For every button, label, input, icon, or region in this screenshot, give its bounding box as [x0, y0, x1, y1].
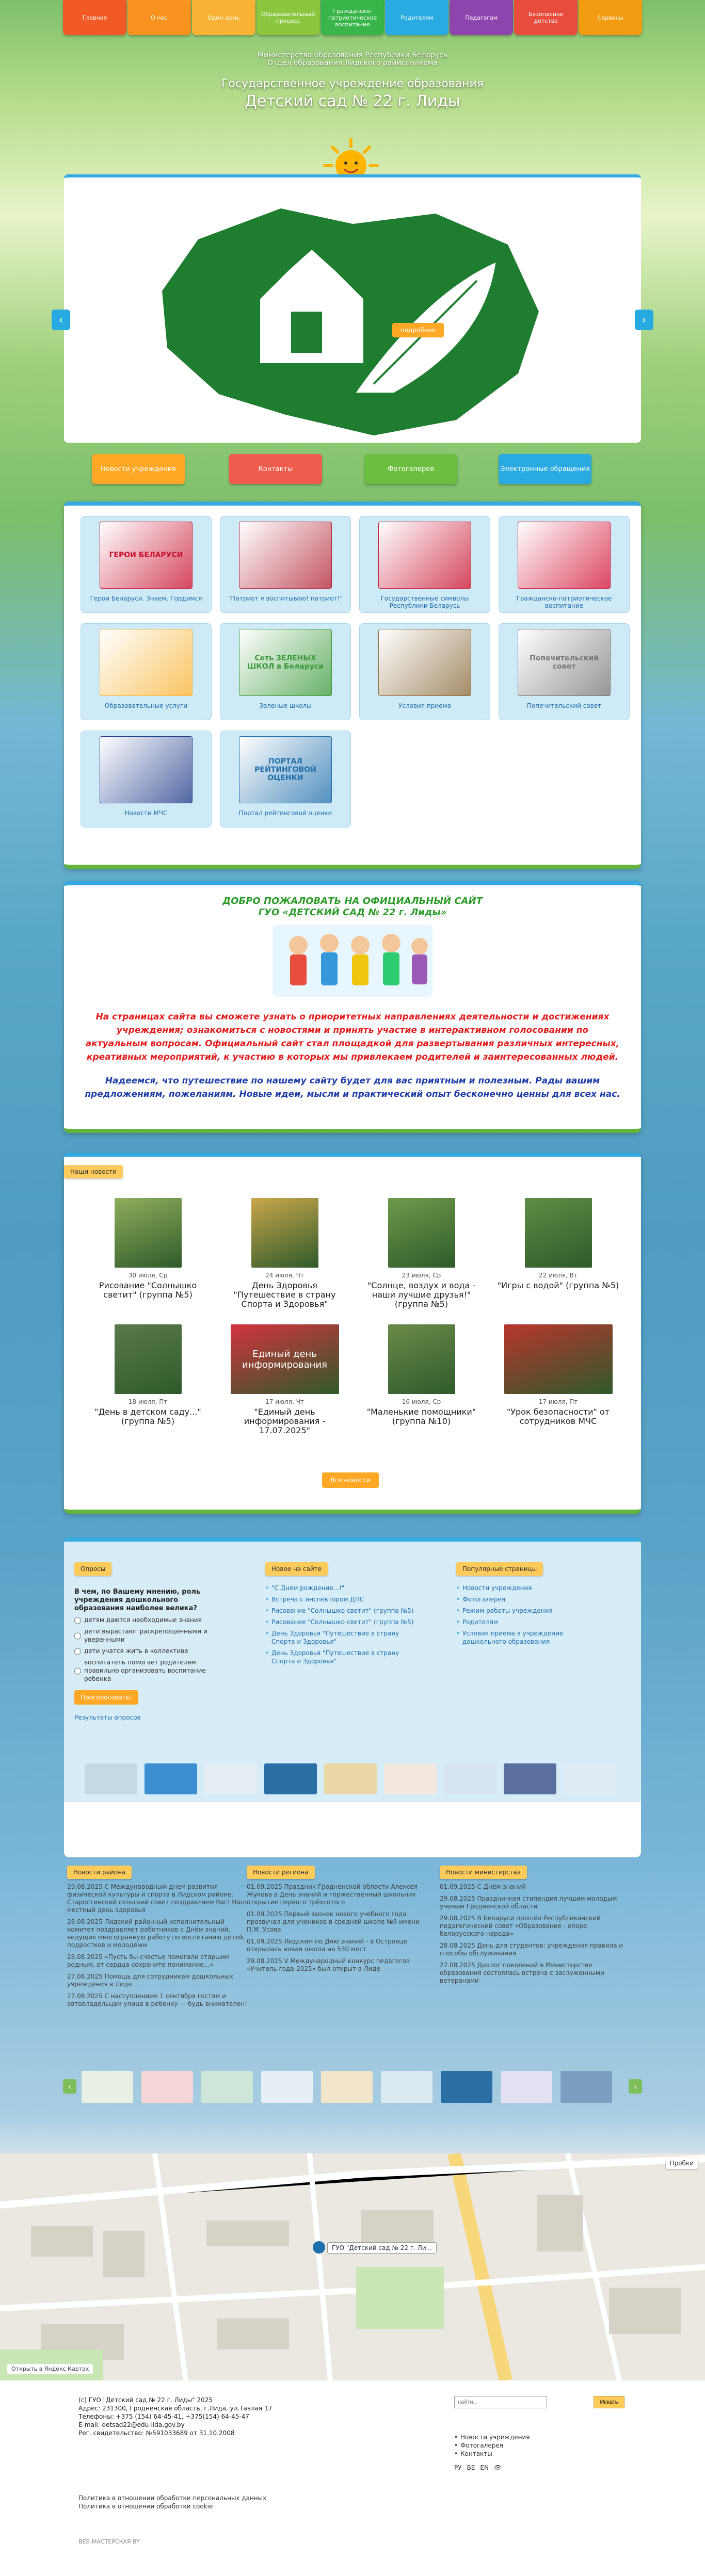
tab-4[interactable]: Электронные обращения — [499, 454, 591, 484]
header-subtitle — [0, 52, 705, 67]
partner-banner[interactable] — [560, 2071, 612, 2103]
news-row[interactable]: 29.08.2025 V Международный конкурс педагогов «Учитель года-2025» был открыт в Лиде — [247, 1957, 410, 1972]
webmaster-credit[interactable]: ВЕБ-МАСТЕРСКАЯ BY — [78, 2538, 140, 2545]
new-on-site-column — [265, 1562, 415, 1668]
tab-3[interactable]: Фотогалерея — [364, 454, 457, 484]
oblast-news-label: Новости региона — [247, 1866, 315, 1879]
footer-link[interactable]: • Фотогалерея — [454, 2441, 630, 2450]
news-image[interactable] — [388, 1324, 455, 1394]
news-date: 22 июля, Вт — [539, 1272, 578, 1279]
hero-slider — [64, 174, 641, 443]
new-on-site-link[interactable]: • "С Днем рождения...!" — [265, 1584, 415, 1592]
news-row[interactable]: 01.09.2025 Лидским по Дню знаний - в Островце открылась новая школа на 530 мест — [247, 1938, 407, 1953]
slider-next-button[interactable]: › — [635, 310, 653, 330]
card-label: Государственные символы Республики Беларусь — [380, 595, 469, 609]
region-news-label: Новости района — [67, 1866, 132, 1879]
news-item[interactable] — [216, 1198, 353, 1309]
footer-links — [454, 2433, 630, 2458]
site-title — [0, 75, 705, 110]
new-on-site-list — [265, 1584, 415, 1665]
link-card[interactable] — [81, 623, 212, 720]
news-title[interactable]: "День в детском саду..." (группа №5) — [94, 1407, 201, 1426]
link-card[interactable] — [220, 623, 351, 720]
welcome-text-red: На страницах сайта вы сможете узнать о приоритетных направлениях деятельности и достижениях учреждения; ознакомиться с новостями и принять участие в интерактивном голосовании по актуальным вопросам. Официальный сайт стал площадкой для развертывания различных интересных, креативных мероприятий, к участию в которых мы привлекаем родителей и заинтересованных людей. — [85, 1012, 620, 1062]
partner-banner[interactable] — [381, 2071, 432, 2103]
card-image-text: Сеть ЗЕЛЕНЫХ ШКОЛ в Беларуси — [247, 654, 324, 671]
quick-tabs — [0, 454, 705, 485]
nav-item[interactable]: Педагогам — [450, 0, 513, 35]
news-item[interactable] — [490, 1198, 627, 1309]
card-label: Условия приема — [398, 702, 451, 709]
card-label: Портал рейтинговой оценки — [238, 809, 332, 817]
popular-column — [456, 1562, 606, 1649]
tab-1[interactable]: Новости учреждения — [92, 454, 185, 484]
card-label: Герои Беларуси. Знаем. Гордимся — [90, 595, 202, 602]
welcome-text-blue: Надеемся, что путешествие по нашему сайту будет для вас приятным и полезным. Рады вашим предложениям, пожеланиям. Новые идеи, мысли и практический опыт бесконечно ценны для всех нас. — [85, 1076, 620, 1099]
partners-next-button[interactable]: › — [629, 2079, 642, 2094]
link-card[interactable] — [81, 731, 212, 828]
news-image[interactable] — [388, 1198, 455, 1268]
all-news-button[interactable]: Все новости — [322, 1472, 379, 1488]
news-title[interactable]: "Солнце, воздух и вода - наши лучшие друзья!" (группа №5) — [367, 1281, 476, 1309]
news-row[interactable]: 28.08.2025 Лидский районный исполнительный комитет поздравляет работников с Днём знаний, ведущих многогранную работу по воспитанию детей, подростков и молодёжи — [67, 1918, 245, 1949]
news-image[interactable] — [231, 1324, 339, 1394]
tab-2[interactable]: Контакты — [229, 454, 322, 484]
card-label: Зеленые школы — [259, 702, 312, 709]
news-row[interactable]: 27.08.2025 Диалог поколений в Министерстве образования состоялась встреча с заслуженными ветеранами — [440, 1962, 604, 1984]
popular-link[interactable]: • Условия приема в учреждение дошкольного образования — [456, 1629, 606, 1646]
new-on-site-link[interactable]: • День Здоровья "Путешествие в страну Спорта и Здоровья" — [265, 1649, 415, 1665]
banners-row — [85, 1763, 616, 1794]
news-date: 24 июля, Чт — [265, 1272, 304, 1279]
yandex-map[interactable] — [0, 2153, 705, 2380]
partners-carousel — [61, 2069, 643, 2105]
partner-banner[interactable] — [261, 2071, 313, 2103]
news-image[interactable] — [251, 1198, 318, 1268]
info-top — [64, 1542, 641, 1802]
news-title[interactable]: День Здоровья "Путешествие в страну Спорта и Здоровья" — [233, 1281, 336, 1309]
nav-item[interactable]: Гражданско-патриотическое воспитание — [321, 0, 384, 35]
traffic-button[interactable]: Пробки — [666, 2158, 698, 2169]
news-title[interactable]: Рисование "Солнышко светит" (группа №5) — [99, 1281, 197, 1300]
card-image — [239, 629, 332, 696]
card-image — [378, 522, 471, 589]
card-image — [239, 736, 332, 803]
region-news-rows — [67, 1883, 253, 2008]
card-image-text: Попечительский совет — [529, 654, 599, 671]
poll-radio[interactable] — [74, 1628, 81, 1644]
poll-radio[interactable] — [74, 1659, 81, 1683]
poll-option[interactable] — [74, 1658, 224, 1683]
nav-item[interactable]: Безопасное детство — [514, 0, 578, 35]
poll-option-label: дети учатся жить в коллективе — [84, 1647, 188, 1655]
ministry-news-label: Новости министерства — [440, 1866, 527, 1879]
link-card[interactable] — [220, 731, 351, 828]
card-image — [239, 522, 332, 589]
partner-banner[interactable] — [501, 2071, 552, 2103]
poll-option-label: дети вырастают раскрепощенными и уверенными — [84, 1628, 207, 1643]
news-date: 30 июля, Ср — [128, 1272, 168, 1279]
card-label: Новости МЧС — [124, 809, 168, 817]
banner[interactable] — [324, 1763, 377, 1794]
news-image[interactable] — [115, 1198, 182, 1268]
news-date: 17 июля, Пт — [538, 1398, 578, 1405]
partners-prev-button[interactable]: ‹ — [63, 2079, 76, 2094]
news-item[interactable] — [490, 1324, 627, 1435]
oblast-news — [247, 1866, 432, 1973]
poll-question: В чем, по Вашему мнению, роль учреждения дошкольного образования наиболее велика? — [74, 1588, 201, 1612]
news-panel — [64, 1153, 641, 1514]
region-news — [67, 1866, 253, 2008]
partner-banner[interactable] — [441, 2071, 492, 2103]
news-item[interactable] — [216, 1324, 353, 1435]
banner[interactable] — [145, 1763, 197, 1794]
new-on-site-link[interactable]: • Рисование "Солнышко светит" (группа №5) — [265, 1607, 415, 1615]
belarus-map-house-logo — [64, 177, 641, 443]
vote-button[interactable]: Проголосовать! — [74, 1690, 138, 1705]
new-on-site-link[interactable]: • Рисование "Солнышко светит" (группа №5) — [265, 1618, 415, 1626]
card-image — [518, 629, 611, 696]
poll-column — [74, 1562, 224, 1721]
new-on-site-link[interactable]: • Встреча с инспектором ДПС — [265, 1595, 415, 1603]
news-row[interactable]: 28.08.2025 «Пусть бы счастье помогали старшим родным, от сердца сохраните понимание...» — [67, 1953, 230, 1968]
partner-banner[interactable] — [201, 2071, 253, 2103]
cookie-policy-link[interactable]: Политика в отношении обработки cookie — [78, 2503, 213, 2510]
news-date: 23 июля, Ср — [402, 1272, 441, 1279]
partner-banner[interactable] — [82, 2071, 133, 2103]
news-item[interactable] — [79, 1324, 216, 1435]
link-card[interactable] — [499, 623, 630, 720]
poll-option[interactable] — [74, 1647, 224, 1655]
footer-link[interactable]: • Новости учреждения — [454, 2433, 630, 2441]
welcome-panel — [64, 881, 641, 1133]
poll-label: Опросы — [74, 1562, 111, 1576]
news-title[interactable]: "Единый день информирования - 17.07.2025" — [244, 1407, 326, 1435]
news-row[interactable]: 01.09.2025 С Днём знаний — [440, 1883, 526, 1890]
banner[interactable] — [504, 1763, 556, 1794]
news-item[interactable] — [353, 1198, 490, 1309]
search-input[interactable] — [454, 2396, 547, 2408]
header-department: Отдел образования Лидского райисполкома — [267, 59, 438, 67]
poll-radio[interactable] — [74, 1617, 81, 1624]
news-date: 17 июля, Чт — [265, 1398, 304, 1405]
slider-prev-button[interactable]: ‹ — [52, 310, 70, 330]
poll-option-label: воспитатель помогает родителям правильно организовать воспитание ребенка — [84, 1659, 206, 1682]
popular-label: Популярные страницы — [456, 1562, 543, 1576]
eye-icon[interactable]: 👁 — [493, 2464, 502, 2471]
language-option[interactable]: БЕ — [467, 2464, 475, 2471]
nav-item[interactable]: Родителям — [385, 0, 448, 35]
footer-email[interactable]: E-mail: detsad22@edu-lida.gov.by — [78, 2421, 185, 2428]
search-button[interactable]: Искать — [594, 2396, 624, 2408]
news-row[interactable]: 27.08.2025 Помощь для сотрудникам дошкольных учреждения в Лиде — [67, 1973, 233, 1988]
map-pin-label[interactable]: ГУО "Детский сад № 22 г. Ли... — [327, 2242, 437, 2254]
language-option[interactable]: РУ — [454, 2464, 462, 2471]
card-image — [100, 522, 193, 589]
site-title-prefix: Государственное учреждение образования — [221, 77, 484, 90]
footer-phones: Телефоны: +375 (154) 64-45-41, +375(154) 64-45-47 — [78, 2413, 250, 2420]
nav-item[interactable]: Один день — [192, 0, 255, 35]
map-canvas — [0, 2153, 705, 2380]
nav-item[interactable]: О нас — [127, 0, 191, 35]
news-row[interactable]: 01.09.2025 Праздник Гродненской области Алексея Жукова в День знаний и торжественный школьник открытие первого трёхсотого — [247, 1883, 418, 1906]
nav-item[interactable]: Сервисы — [579, 0, 642, 35]
link-card[interactable] — [359, 623, 490, 720]
banner[interactable] — [85, 1763, 137, 1794]
banner[interactable] — [384, 1763, 437, 1794]
language-option[interactable]: EN — [480, 2464, 489, 2471]
news-row[interactable]: 29.08.2025 Праздничная стипендия лучшим молодым ученым Гродненской области — [440, 1895, 617, 1910]
link-card[interactable] — [81, 516, 212, 613]
link-card[interactable] — [359, 516, 490, 613]
info-panel — [64, 1537, 641, 1857]
nav-item[interactable]: Главная — [63, 0, 126, 35]
footer-link[interactable]: • Контакты — [454, 2450, 630, 2458]
popular-list — [456, 1584, 606, 1646]
banner[interactable] — [264, 1763, 317, 1794]
card-label: "Патриот я воспитываю! патриот!" — [228, 595, 343, 602]
footer-copyright: (с) ГУО "Детский сад № 22 г. Лиды" 2025 — [78, 2396, 213, 2404]
news-image[interactable] — [525, 1198, 592, 1268]
poll-options — [74, 1616, 224, 1683]
policy-links — [78, 2494, 266, 2510]
banner[interactable] — [204, 1763, 257, 1794]
news-image[interactable] — [504, 1324, 613, 1394]
footer-registration: Рег. свидетельство: №591033689 от 31.10.2008 — [78, 2429, 235, 2437]
nav-item[interactable]: Образовательный процесс — [257, 0, 320, 35]
oblast-news-rows — [247, 1883, 432, 1973]
news-title[interactable]: "Игры с водой" (группа №5) — [497, 1281, 619, 1290]
news-item[interactable] — [79, 1198, 216, 1309]
welcome-heading: ДОБРО ПОЖАЛОВАТЬ НА ОФИЦИАЛЬНЫЙ САЙТ — [222, 896, 483, 906]
news-title[interactable]: "Маленькие помощники" (группа №10) — [366, 1407, 476, 1426]
news-row[interactable]: 29.08.2025 С Международным днем развития физической культуры и спорта в Лидском районе, Старостинский сельский совет поздравляем Вас! Наш местный день здоровья — [67, 1883, 246, 1914]
card-image-text: ГЕРОИ БЕЛАРУСИ — [109, 551, 183, 559]
popular-link[interactable]: • Новости учреждения — [456, 1584, 606, 1592]
kids-illustration — [273, 925, 432, 997]
new-on-site-label: Новое на сайте — [265, 1562, 328, 1576]
poll-option[interactable] — [74, 1616, 224, 1624]
news-item[interactable] — [353, 1324, 490, 1435]
card-image-text: ПОРТАЛ РЕЙТИНГОВОЙ ОЦЕНКИ — [254, 757, 316, 782]
banner[interactable] — [564, 1763, 616, 1794]
link-card[interactable] — [220, 516, 351, 613]
slider-more-button[interactable]: подробнее — [392, 323, 444, 337]
links-panel — [64, 501, 641, 869]
popular-link[interactable]: • Фотогалерея — [456, 1595, 606, 1603]
welcome-subheading: ГУО «ДЕТСКИЙ САД № 22 г. Лиды» — [258, 907, 447, 918]
news-grid — [79, 1198, 627, 1435]
poll-radio[interactable] — [74, 1648, 81, 1655]
card-label: Попечительский совет — [526, 702, 602, 709]
poll-option[interactable] — [74, 1627, 224, 1644]
ministry-news-rows — [440, 1883, 626, 1985]
card-image — [518, 522, 611, 589]
main-nav — [63, 0, 642, 35]
poll-results-link[interactable]: Результаты опросов — [74, 1714, 141, 1721]
card-image — [100, 736, 193, 803]
footer-contacts — [78, 2396, 272, 2437]
link-card[interactable] — [499, 516, 630, 613]
open-in-yandex-link[interactable]: Открыть в Яндекс Картах — [7, 2364, 93, 2374]
popular-link[interactable]: • Режим работы учреждения — [456, 1607, 606, 1615]
footer-right — [454, 2396, 630, 2471]
card-image — [378, 629, 471, 696]
news-row[interactable]: 27.08.2025 С наступлением 1 сентября гостям и автовладельцам улица в ребенку — будь внимателен! — [67, 1992, 247, 2007]
news-section-label: Наши новости — [64, 1165, 123, 1178]
news-image-text: Единый день информирования — [242, 1348, 327, 1370]
news-date: 18 июля, Пт — [128, 1398, 168, 1405]
ministry-news — [440, 1866, 626, 1985]
footer-address: Адрес: 231300, Гродненская область, г.Лида, ул.Тавлая 17 — [78, 2405, 273, 2412]
popular-link[interactable]: • Родителям — [456, 1618, 606, 1626]
links-grid — [75, 516, 630, 828]
card-label: Гражданско-патриотическое воспитание — [516, 595, 612, 609]
card-label: Образовательные услуги — [104, 702, 188, 709]
language-switcher — [454, 2464, 630, 2471]
poll-option-label: детям даются необходимые знания — [84, 1616, 202, 1624]
partner-banner[interactable] — [141, 2071, 193, 2103]
news-date: 16 июля, Ср — [402, 1398, 441, 1405]
banner[interactable] — [444, 1763, 496, 1794]
card-image — [100, 629, 193, 696]
footer — [0, 2380, 705, 2576]
partner-banner[interactable] — [321, 2071, 373, 2103]
privacy-policy-link[interactable]: Политика в отношении обработки персональных данных — [78, 2494, 267, 2502]
news-row[interactable]: 28.08.2025 День для студентов: учреждения правила и способы обслуживания — [440, 1942, 623, 1957]
site-title-name: Детский сад № 22 г. Лиды — [245, 92, 460, 110]
new-on-site-link[interactable]: • День Здоровья "Путешествие в страну Спорта и Здоровья" — [265, 1629, 415, 1646]
news-row[interactable]: 29.08.2025 В Беларуси прошёл Республиканский педагогический совет «Образование - опора белорусского народа» — [440, 1915, 601, 1937]
news-row[interactable]: 01.09.2025 Первый звонок нового учебного года прозвучал для учеников в средней школе №9 имени П.М. Усова — [247, 1910, 420, 1933]
header-ministry: Министерство образования Республики Беларусь — [257, 51, 448, 59]
news-image[interactable] — [115, 1324, 182, 1394]
news-title[interactable]: "Урок безопасности" от сотрудников МЧС — [506, 1407, 610, 1426]
